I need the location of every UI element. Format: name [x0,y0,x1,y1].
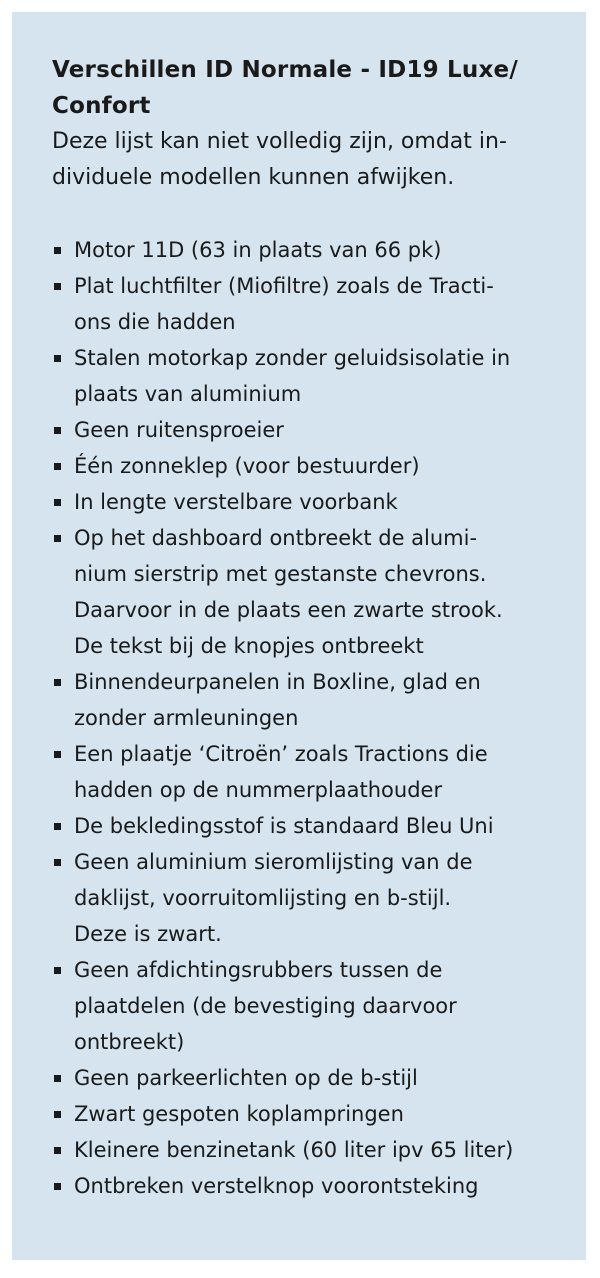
list-item-line: daklijst, voorruitomlijsting en b-stijl. [74,886,452,910]
info-box [12,12,586,1260]
bullet-icon [54,355,61,362]
bullet-icon [54,1075,61,1082]
list-item [52,1132,556,1168]
intro-line-2: dividuele modellen kunnen afwijken. [52,165,455,190]
list-item-line: nium sierstrip met gestanste chevrons. [74,562,487,586]
list-item [52,340,556,412]
difference-list [52,232,556,1204]
list-item [52,448,556,484]
list-item [52,520,556,664]
list-item [52,808,556,844]
bullet-icon [54,823,61,830]
list-item-line: zonder armleuningen [74,706,299,730]
list-item-line: Geen ruitensproeier [74,418,284,442]
list-item [52,268,556,340]
list-item [52,1060,556,1096]
bullet-icon [54,859,61,866]
list-item [52,484,556,520]
bullet-icon [54,535,61,542]
bullet-icon [54,751,61,758]
list-item-line: Binnendeurpanelen in Boxline, glad en [74,670,481,694]
bullet-icon [54,1111,61,1118]
bullet-icon [54,679,61,686]
bullet-icon [54,1183,61,1190]
list-item [52,1096,556,1132]
intro-line-1: Deze lijst kan niet volledig zijn, omdat in- [52,129,507,154]
bullet-icon [54,1147,61,1154]
list-item-line: Deze is zwart. [74,922,222,946]
list-item-line: Geen afdichtingsrubbers tussen de [74,958,443,982]
bullet-icon [54,463,61,470]
list-item-line: Ontbreken verstelknop voorontsteking [74,1174,479,1198]
list-item [52,1168,556,1204]
list-item [52,412,556,448]
title-line-2: Confort [52,93,151,119]
box-title [52,52,556,124]
list-item-line: Plat luchtfilter (Miofiltre) zoals de Tracti- [74,274,494,298]
bullet-icon [54,499,61,506]
list-item-line: Geen parkeerlichten op de b-stijl [74,1066,418,1090]
bullet-icon [54,247,61,254]
list-item-line: Geen aluminium sieromlijsting van de [74,850,473,874]
list-item-line: ontbreekt) [74,1030,185,1054]
list-item-line: ons die hadden [74,310,236,334]
list-item-line: Kleinere benzinetank (60 liter ipv 65 liter) [74,1138,514,1162]
list-item [52,232,556,268]
list-item-line: Op het dashboard ontbreekt de alumi- [74,526,478,550]
list-item [52,952,556,1060]
list-item [52,736,556,808]
list-item-line: De tekst bij de knopjes ontbreekt [74,634,424,658]
bullet-icon [54,967,61,974]
list-item-line: plaatdelen (de bevestiging daarvoor [74,994,457,1018]
title-line-1: Verschillen ID Normale - ID19 Luxe/ [52,57,518,83]
list-item [52,664,556,736]
bullet-icon [54,427,61,434]
list-item-line: Daarvoor in de plaats een zwarte strook. [74,598,503,622]
list-item-line: Stalen motorkap zonder geluidsisolatie in [74,346,511,370]
bullet-icon [54,283,61,290]
list-item-line: De bekledingsstof is standaard Bleu Uni [74,814,494,838]
intro-text [52,124,556,196]
list-item-line: hadden op de nummerplaathouder [74,778,443,802]
list-item [52,844,556,952]
list-item-line: Motor 11D (63 in plaats van 66 pk) [74,238,442,262]
list-item-line: In lengte verstelbare voorbank [74,490,398,514]
list-item-line: Één zonneklep (voor bestuurder) [74,454,420,478]
list-item-line: Zwart gespoten koplampringen [74,1102,404,1126]
list-item-line: Een plaatje ‘Citroën’ zoals Tractions die [74,742,488,766]
list-item-line: plaats van aluminium [74,382,302,406]
